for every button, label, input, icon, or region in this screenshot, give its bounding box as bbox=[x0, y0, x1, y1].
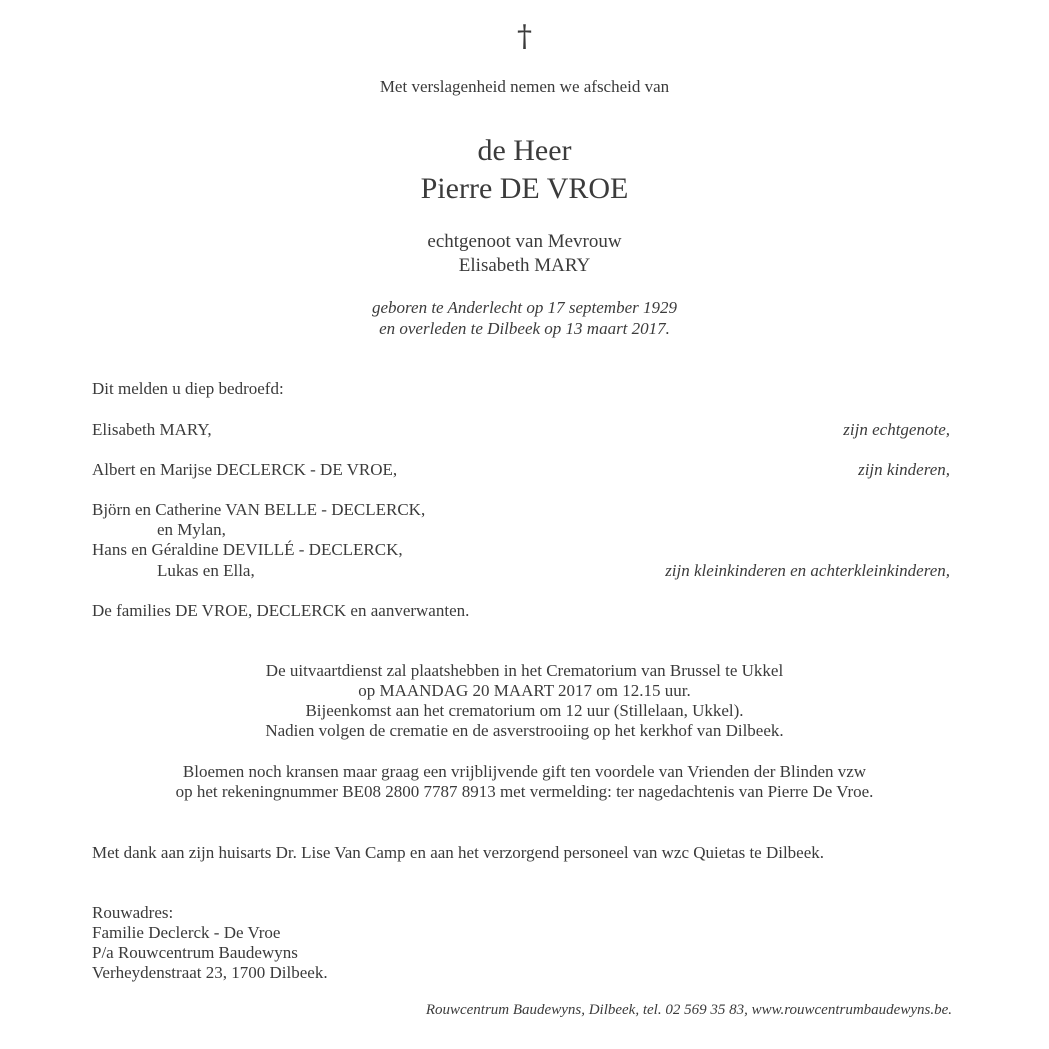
spouse-line-2: Elisabeth MARY bbox=[458, 255, 591, 276]
ceremony-line-3: Bijeenkomst aan het crematorium om 12 uur (Stillelaan, Ukkel). bbox=[305, 701, 744, 720]
mourner-children-role: zijn kinderen, bbox=[858, 460, 950, 479]
deceased-name: Pierre DE VROE bbox=[420, 172, 629, 205]
grandchild-1: Björn en Catherine VAN BELLE - DECLERCK, bbox=[92, 500, 426, 519]
ceremony-line-4: Nadien volgen de crematie en de asverstrooiing op het kerkhof van Dilbeek. bbox=[265, 721, 784, 740]
great-grandchild-2: Lukas en Ella, bbox=[157, 561, 255, 580]
flowers-line-2: op het rekeningnummer BE08 2800 7787 8913 met vermelding: ter nagedachtenis van Pierre De Vroe. bbox=[175, 782, 874, 801]
address-label: Rouwadres: bbox=[92, 903, 174, 922]
mourner-children-name: Albert en Marijse DECLERCK - DE VROE, bbox=[92, 460, 398, 479]
intro-text: Met verslagenheid nemen we afscheid van bbox=[379, 77, 670, 96]
ceremony-line-1: De uitvaartdienst zal plaatshebben in het Crematorium van Brussel te Ukkel bbox=[265, 661, 784, 680]
address-line-2: P/a Rouwcentrum Baudewyns bbox=[92, 943, 298, 962]
address-line-3: Verheydenstraat 23, 1700 Dilbeek. bbox=[92, 963, 328, 982]
mourner-spouse-role: zijn echtgenote, bbox=[843, 420, 950, 439]
grandchild-2: Hans en Géraldine DEVILLÉ - DECLERCK, bbox=[92, 540, 403, 559]
mourner-spouse-name: Elisabeth MARY, bbox=[92, 420, 212, 439]
grandchildren-role: zijn kleinkinderen en achterkleinkinderen, bbox=[665, 561, 950, 580]
spouse-line-1: echtgenoot van Mevrouw bbox=[427, 231, 622, 252]
ceremony-line-2: op MAANDAG 20 MAART 2017 om 12.15 uur. bbox=[358, 681, 691, 700]
deceased-title: de Heer bbox=[477, 134, 572, 167]
birth-line: geboren te Anderlecht op 17 september 1929 bbox=[372, 298, 677, 317]
great-grandchild-1: en Mylan, bbox=[157, 520, 226, 539]
families-line: De families DE VROE, DECLERCK en aanverwanten. bbox=[92, 601, 470, 620]
thanks-line: Met dank aan zijn huisarts Dr. Lise Van Camp en aan het verzorgend personeel van wzc Quietas te Dilbeek. bbox=[92, 843, 825, 862]
cross-icon: † bbox=[517, 19, 532, 54]
death-line: en overleden te Dilbeek op 13 maart 2017. bbox=[379, 319, 670, 338]
footer-contact: Rouwcentrum Baudewyns, Dilbeek, tel. 02 569 35 83, www.rouwcentrumbaudewyns.be. bbox=[425, 1002, 952, 1018]
flowers-line-1: Bloemen noch kransen maar graag een vrijblijvende gift ten voordele van Vrienden der Blinden vzw bbox=[182, 762, 867, 781]
address-line-1: Familie Declerck - De Vroe bbox=[92, 923, 281, 942]
mourners-intro: Dit melden u diep bedroefd: bbox=[92, 379, 284, 398]
